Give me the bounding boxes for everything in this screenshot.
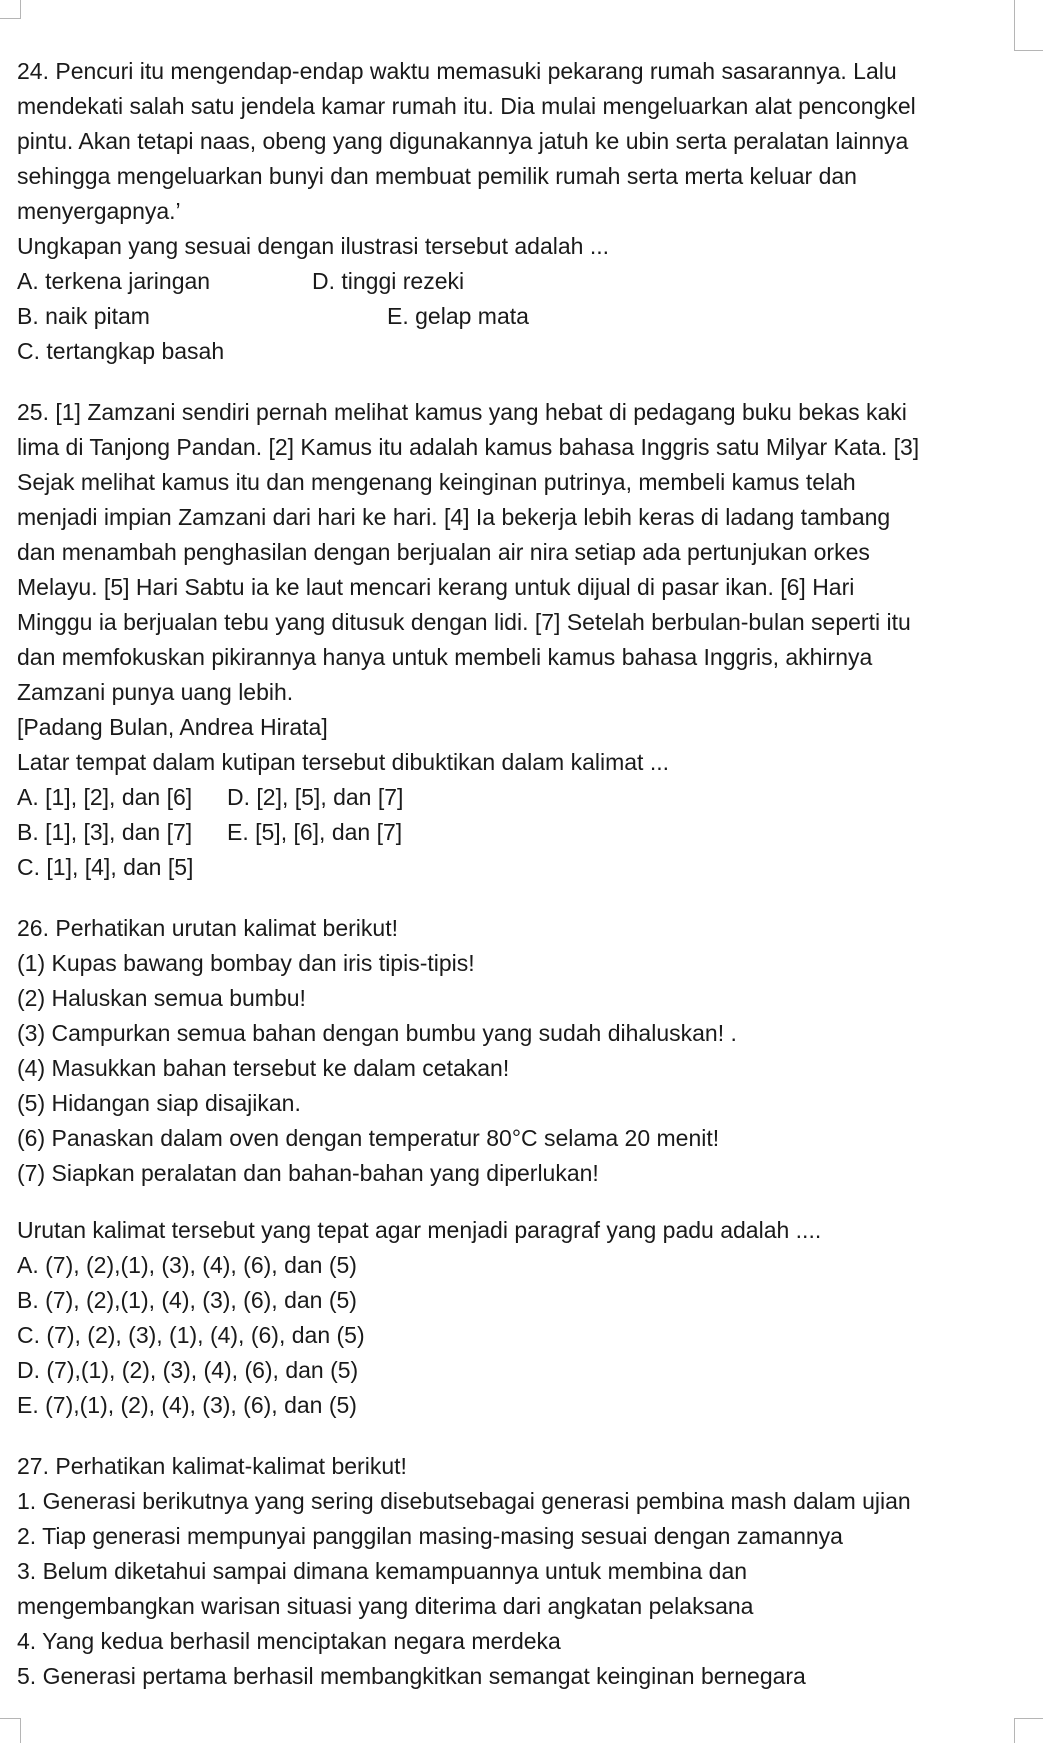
question-heading: 26. Perhatikan urutan kalimat berikut! <box>17 915 398 941</box>
option-b: B. (7), (2),(1), (4), (3), (6), dan (5) <box>17 1287 357 1313</box>
option-d: D. tinggi rezeki <box>312 268 465 294</box>
sentence-item: 4. Yang kedua berhasil menciptakan negara merdeka <box>17 1628 561 1654</box>
question-text-line: dan memfokuskan pikirannya hanya untuk membeli kamus bahasa Inggris, akhirnya <box>17 644 873 670</box>
question-prompt: Ungkapan yang sesuai dengan ilustrasi tersebut adalah ... <box>17 233 610 259</box>
question-text-line: Zamzani punya uang lebih. <box>17 679 294 705</box>
crop-mark-top-right <box>1014 0 1043 51</box>
question-text-line: Sejak melihat kamus itu dan mengenang keinginan putrinya, membeli kamus telah <box>17 469 856 495</box>
sentence-item: (4) Masukkan bahan tersebut ke dalam cetakan! <box>17 1055 510 1081</box>
question-prompt: Urutan kalimat tersebut yang tepat agar menjadi paragraf yang padu adalah .... <box>17 1217 822 1243</box>
option-e: E. (7),(1), (2), (4), (3), (6), dan (5) <box>17 1392 357 1418</box>
sentence-item: (5) Hidangan siap disajikan. <box>17 1090 301 1116</box>
question-text-line: mendekati salah satu jendela kamar rumah itu. Dia mulai mengeluarkan alat pencongkel <box>17 93 916 119</box>
sentence-item-continuation: mengembangkan warisan situasi yang diterima dari angkatan pelaksana <box>17 1593 754 1619</box>
option-a: A. (7), (2),(1), (3), (4), (6), dan (5) <box>17 1252 357 1278</box>
option-d: D. [2], [5], dan [7] <box>227 784 404 810</box>
option-e: E. gelap mata <box>387 303 529 329</box>
sentence-item: 1. Generasi berikutnya yang sering disebutsebagai generasi pembina mash dalam ujian <box>17 1488 911 1514</box>
question-prompt: Latar tempat dalam kutipan tersebut dibuktikan dalam kalimat ... <box>17 749 670 775</box>
question-text-line: 25. [1] Zamzani sendiri pernah melihat kamus yang hebat di pedagang buku bekas kaki <box>17 399 907 425</box>
sentence-item: (2) Haluskan semua bumbu! <box>17 985 306 1011</box>
crop-mark-bottom-right <box>1014 1718 1043 1743</box>
question-text-line: sehingga mengeluarkan bunyi dan membuat pemilik rumah serta merta keluar dan <box>17 163 857 189</box>
option-a: A. [1], [2], dan [6] <box>17 784 193 810</box>
sentence-item: (1) Kupas bawang bombay dan iris tipis-tipis! <box>17 950 475 976</box>
option-d: D. (7),(1), (2), (3), (4), (6), dan (5) <box>17 1357 359 1383</box>
option-c: C. tertangkap basah <box>17 338 225 364</box>
question-text-line: Melayu. [5] Hari Sabtu ia ke laut mencari kerang untuk dijual di pasar ikan. [6] Hari <box>17 574 855 600</box>
question-text-line: lima di Tanjong Pandan. [2] Kamus itu adalah kamus bahasa Inggris satu Milyar Kata. [3] <box>17 434 920 460</box>
sentence-item: 2. Tiap generasi mempunyai panggilan masing-masing sesuai dengan zamannya <box>17 1523 843 1549</box>
source-citation: [Padang Bulan, Andrea Hirata] <box>17 714 328 740</box>
crop-mark-top-left <box>0 0 21 19</box>
answer-options <box>17 264 1017 369</box>
question-text-line: menyergapnya.’ <box>17 198 181 224</box>
question-27 <box>17 1449 1017 1694</box>
option-c: C. (7), (2), (3), (1), (4), (6), dan (5) <box>17 1322 365 1348</box>
option-c: C. [1], [4], dan [5] <box>17 854 194 880</box>
question-26 <box>17 911 1017 1423</box>
question-text-line: menjadi impian Zamzani dari hari ke hari. [4] Ia bekerja lebih keras di ladang tambang <box>17 504 891 530</box>
option-e: E. [5], [6], dan [7] <box>227 819 403 845</box>
question-25 <box>17 395 1017 885</box>
document-body <box>17 54 1017 1694</box>
question-text-line: dan menambah penghasilan dengan berjualan air nira setiap ada pertunjukan orkes <box>17 539 870 565</box>
question-text-line: Minggu ia berjualan tebu yang ditusuk dengan lidi. [7] Setelah berbulan-bulan seperti itu <box>17 609 911 635</box>
option-a: A. terkena jaringan <box>17 268 211 294</box>
option-b: B. [1], [3], dan [7] <box>17 819 193 845</box>
sentence-item: (3) Campurkan semua bahan dengan bumbu yang sudah dihaluskan! . <box>17 1020 737 1046</box>
question-text-line: 24. Pencuri itu mengendap-endap waktu memasuki pekarang rumah sasarannya. Lalu <box>17 58 897 84</box>
question-text-line: pintu. Akan tetapi naas, obeng yang digunakannya jatuh ke ubin serta peralatan lainnya <box>17 128 909 154</box>
question-24 <box>17 54 1017 369</box>
crop-mark-bottom-left <box>0 1718 21 1743</box>
sentence-item: 3. Belum diketahui sampai dimana kemampuannya untuk membina dan <box>17 1558 748 1584</box>
option-b: B. naik pitam <box>17 303 150 329</box>
answer-options <box>17 780 1017 885</box>
question-heading: 27. Perhatikan kalimat-kalimat berikut! <box>17 1453 407 1479</box>
sentence-item: (7) Siapkan peralatan dan bahan-bahan yang diperlukan! <box>17 1160 599 1186</box>
sentence-item: (6) Panaskan dalam oven dengan temperatur 80°C selama 20 menit! <box>17 1125 720 1151</box>
sentence-item: 5. Generasi pertama berhasil membangkitkan semangat keinginan bernegara <box>17 1663 806 1689</box>
